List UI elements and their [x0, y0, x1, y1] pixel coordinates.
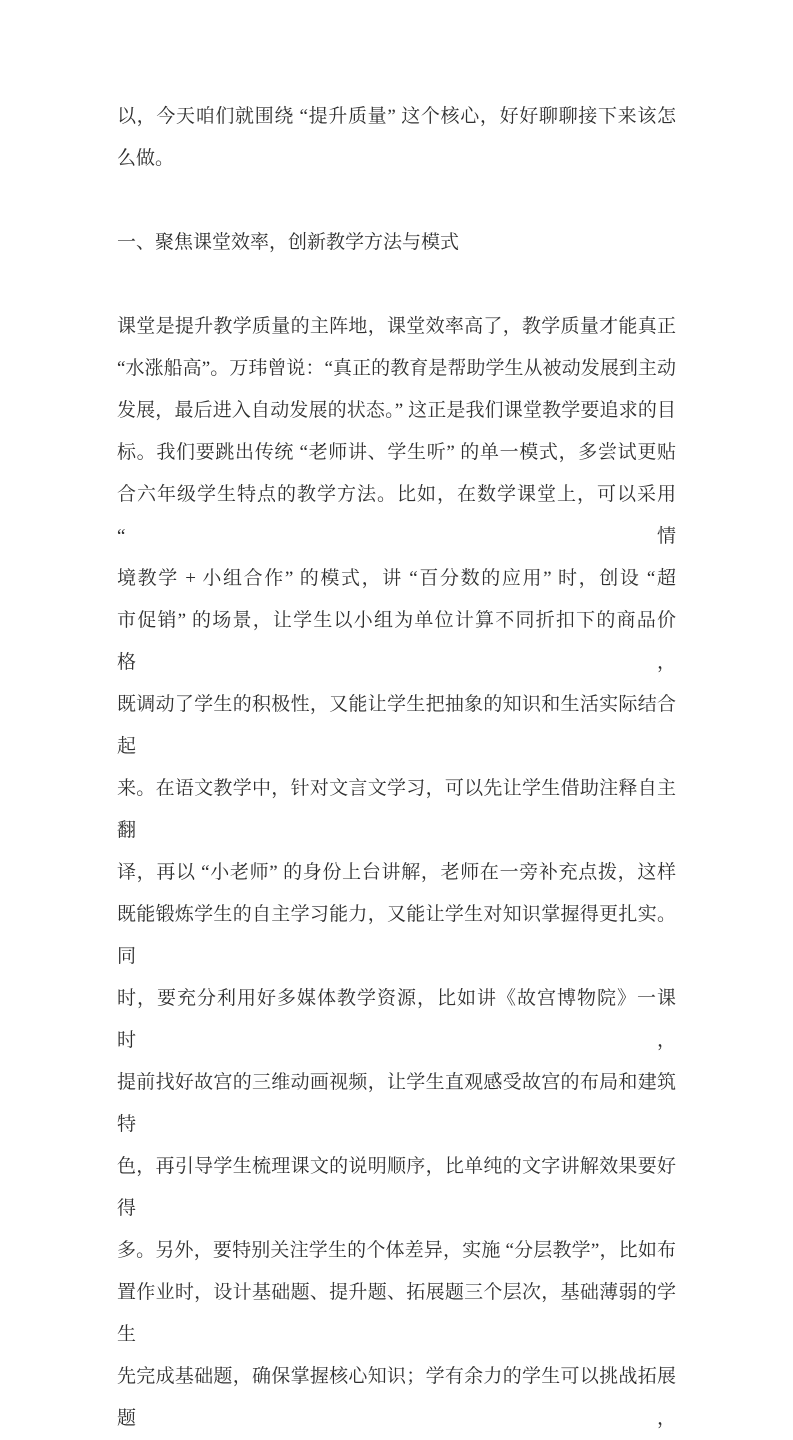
paragraph [117, 306, 676, 1440]
text-line: 课堂是提升教学质量的主阵地，课堂效率高了，教学质量才能真正 [117, 316, 676, 337]
paragraph [117, 96, 676, 180]
text-line: 以，今天咱们就围绕 “提升质量” 这个核心，好好聊聊接下来该怎 [117, 106, 676, 127]
text-line: 多。另外，要特别关注学生的个体差异，实施 “分层教学”，比如布 [117, 1240, 676, 1261]
text-line: 译，再以 “小老师” 的身份上台讲解，老师在一旁补充点拨，这样 [117, 862, 676, 883]
text-line: 么做。 [117, 148, 175, 169]
text-line: 既调动了学生的积极性，又能让学生把抽象的知识和生活实际结合起 [117, 694, 676, 757]
text-line: 来。在语文教学中，针对文言文学习，可以先让学生借助注释自主翻 [117, 778, 676, 841]
text-line: 一、聚焦课堂效率，创新教学方法与模式 [117, 232, 460, 253]
text-line: 时，要充分利用好多媒体教学资源，比如讲《故宫博物院》一课时， [117, 988, 676, 1051]
text-line: 既能锻炼学生的自主学习能力，又能让学生对知识掌握得更扎实。同 [117, 904, 676, 967]
text-line: 境教学 + 小组合作” 的模式，讲 “百分数的应用” 时，创设 “超 [117, 568, 676, 589]
text-line: 合六年级学生特点的教学方法。比如，在数学课堂上，可以采用 “情 [117, 484, 676, 547]
text-line: 色，再引导学生梳理课文的说明顺序，比单纯的文字讲解效果要好得 [117, 1156, 676, 1219]
text-line: “水涨船高”。万玮曾说：“真正的教育是帮助学生从被动发展到主动 [117, 358, 676, 379]
text-line: 市促销” 的场景，让学生以小组为单位计算不同折扣下的商品价格， [117, 610, 676, 673]
text-line: 先完成基础题，确保掌握核心知识；学有余力的学生可以挑战拓展题， [117, 1366, 676, 1429]
text-line: 标。我们要跳出传统 “老师讲、学生听” 的单一模式，多尝试更贴 [117, 442, 676, 463]
section-heading [117, 222, 676, 264]
text-line: 置作业时，设计基础题、提升题、拓展题三个层次，基础薄弱的学生 [117, 1282, 676, 1345]
text-line: 提前找好故宫的三维动画视频，让学生直观感受故宫的布局和建筑特 [117, 1072, 676, 1135]
text-line: 发展，最后进入自动发展的状态。” 这正是我们课堂教学要追求的目 [117, 400, 676, 421]
